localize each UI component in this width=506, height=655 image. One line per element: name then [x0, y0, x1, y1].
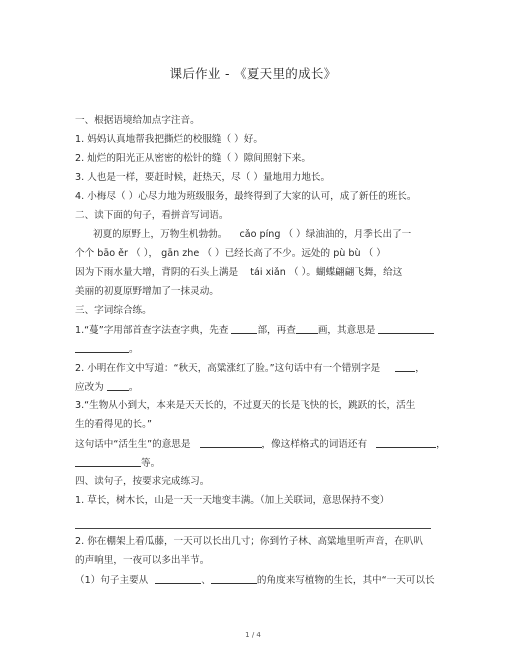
question-1-2-text: 2. 灿烂的阳光正从密密的松针的缝 — [75, 153, 222, 164]
passage-line-2 — [75, 248, 386, 260]
question-4-2-1-text-b: 的角度来写植物的生长，其中“一天可以长 — [256, 575, 435, 586]
question-3-3: 3.“生物从小到大，本来是天天长的，不过夏天的长是飞快的长，跳跃的长，活生 — [75, 400, 416, 411]
fill-blank[interactable] — [376, 438, 436, 448]
fill-blank[interactable] — [231, 324, 257, 334]
document-title: 课后作业 - 《夏天里的成长》 — [169, 66, 337, 81]
fill-blank[interactable] — [75, 457, 141, 467]
question-3-1-text-b: 部，再查 — [257, 325, 296, 336]
fill-blank[interactable] — [211, 574, 257, 584]
question-3-2: 2. 小明在作文中写道：“秋天，高粱涨红了脸。”这句话中有一个错别字是 ， — [75, 363, 425, 374]
question-3-3-text: 这句话中“活生生”的意思是 — [75, 439, 191, 450]
question-3-1-text-c: 画，其意思是 — [317, 325, 376, 336]
section-1-heading: 一、根据语境给加点字注音。 — [75, 115, 200, 126]
question-1-1-text: 1. 妈妈认真地帮我把撕烂的校服缝 — [75, 134, 222, 145]
passage-text: 因为下雨水量大增，背阴的石头上满是 — [75, 267, 239, 278]
question-3-3-cont2 — [75, 457, 160, 470]
question-4-2-1-text: （1）句子主要从 — [75, 575, 149, 586]
question-1-2 — [75, 153, 311, 165]
question-3-1-text: 1.“蔓”字用部首查字法查字典，先查 — [75, 325, 229, 336]
question-1-1-answer: （ ）好。 — [221, 134, 263, 145]
passage-text: 初夏的原野上，万物生机勃勃。 — [93, 229, 228, 240]
fill-blank[interactable] — [296, 324, 318, 334]
pinyin-ganzhe: gān zhe — [161, 248, 200, 259]
question-4-2-cont: 的声响里，一夜可以多出半节。 — [75, 555, 210, 566]
fill-blank[interactable] — [378, 324, 434, 334]
question-3-3-cont: 生的看得见的长。” — [75, 419, 152, 430]
question-3-1 — [75, 324, 434, 337]
page-number: 1 / 4 — [245, 631, 261, 639]
question-1-3 — [75, 172, 330, 184]
section-2-heading: 二、读下面的句子，看拼音写词语。 — [75, 210, 229, 221]
answer-blank-1: （ ）绿油油的，月季长出了一 — [283, 229, 412, 240]
answer-line[interactable] — [75, 528, 431, 529]
question-3-3-prompt: 这句话中“活生生”的意思是 ，像这样格式的词语还有 ， — [75, 439, 446, 450]
question-4-2-1 — [75, 574, 435, 587]
answer-blank-5: （ ）。蝴蝶翩翩飞舞，给这 — [288, 267, 403, 278]
answer-blank-3: （ ）已经长高了不少。远处的 — [202, 248, 331, 259]
question-3-2-text-b: 应改为 — [75, 382, 104, 393]
fill-blank[interactable] — [107, 381, 129, 391]
passage-line-4: 美丽的初夏原野增加了一抹灵动。 — [75, 286, 219, 297]
question-1-4: 4. 小梅尽（ ）心尽力地为班级服务，最终得到了大家的认可，成了新任的班长。 — [75, 191, 417, 202]
passage-text: 个个 — [75, 248, 95, 259]
question-1-3-answer: （ ）量地用力地长。 — [240, 172, 331, 183]
question-4-2: 2. 你在棚架上看瓜藤，一天可以长出几寸；你到竹子林、高粱地里听声音，在叭叭 — [75, 536, 423, 547]
question-1-2-answer: （ ）隙间照射下来。 — [221, 153, 311, 164]
question-4-2-1-sep: 、 — [201, 575, 211, 586]
question-3-1-cont: 。 — [75, 343, 139, 356]
question-3-3-text-c: 等。 — [141, 458, 161, 469]
pinyin-caoping: cǎo píng — [239, 229, 281, 240]
section-3-heading: 三、字词综合练。 — [75, 305, 152, 316]
fill-blank[interactable] — [155, 574, 201, 584]
pinyin-pubu: pù bù — [333, 248, 361, 259]
passage-line-1 — [93, 229, 411, 241]
pinyin-baoer: bāo ěr — [97, 248, 128, 259]
answer-blank-2: （ ）， — [131, 248, 159, 259]
section-4-heading: 四、读句子，按要求完成练习。 — [75, 476, 210, 487]
fill-blank[interactable] — [200, 438, 262, 448]
question-3-3-text-b: ，像这样格式的词语还有 — [261, 439, 368, 450]
question-1-1 — [75, 134, 263, 146]
fill-blank[interactable] — [75, 343, 129, 353]
question-3-2-text: 2. 小明在作文中写道：“秋天，高粱涨红了脸。”这句话中有一个错别字是 — [75, 363, 381, 374]
passage-line-3 — [75, 267, 402, 279]
fill-blank[interactable] — [395, 362, 415, 372]
question-3-2-cont: 应改为 。 — [75, 382, 139, 393]
question-4-1: 1. 草长，树木长，山是一天一天地变丰满。（加上关联词，意思保持不变） — [75, 495, 390, 506]
answer-blank-4: （ ） — [363, 248, 386, 259]
question-1-3-text: 3. 人也是一样，要赶时候，赶热天，尽 — [75, 172, 241, 183]
pinyin-taixian: tái xiǎn — [250, 267, 286, 278]
